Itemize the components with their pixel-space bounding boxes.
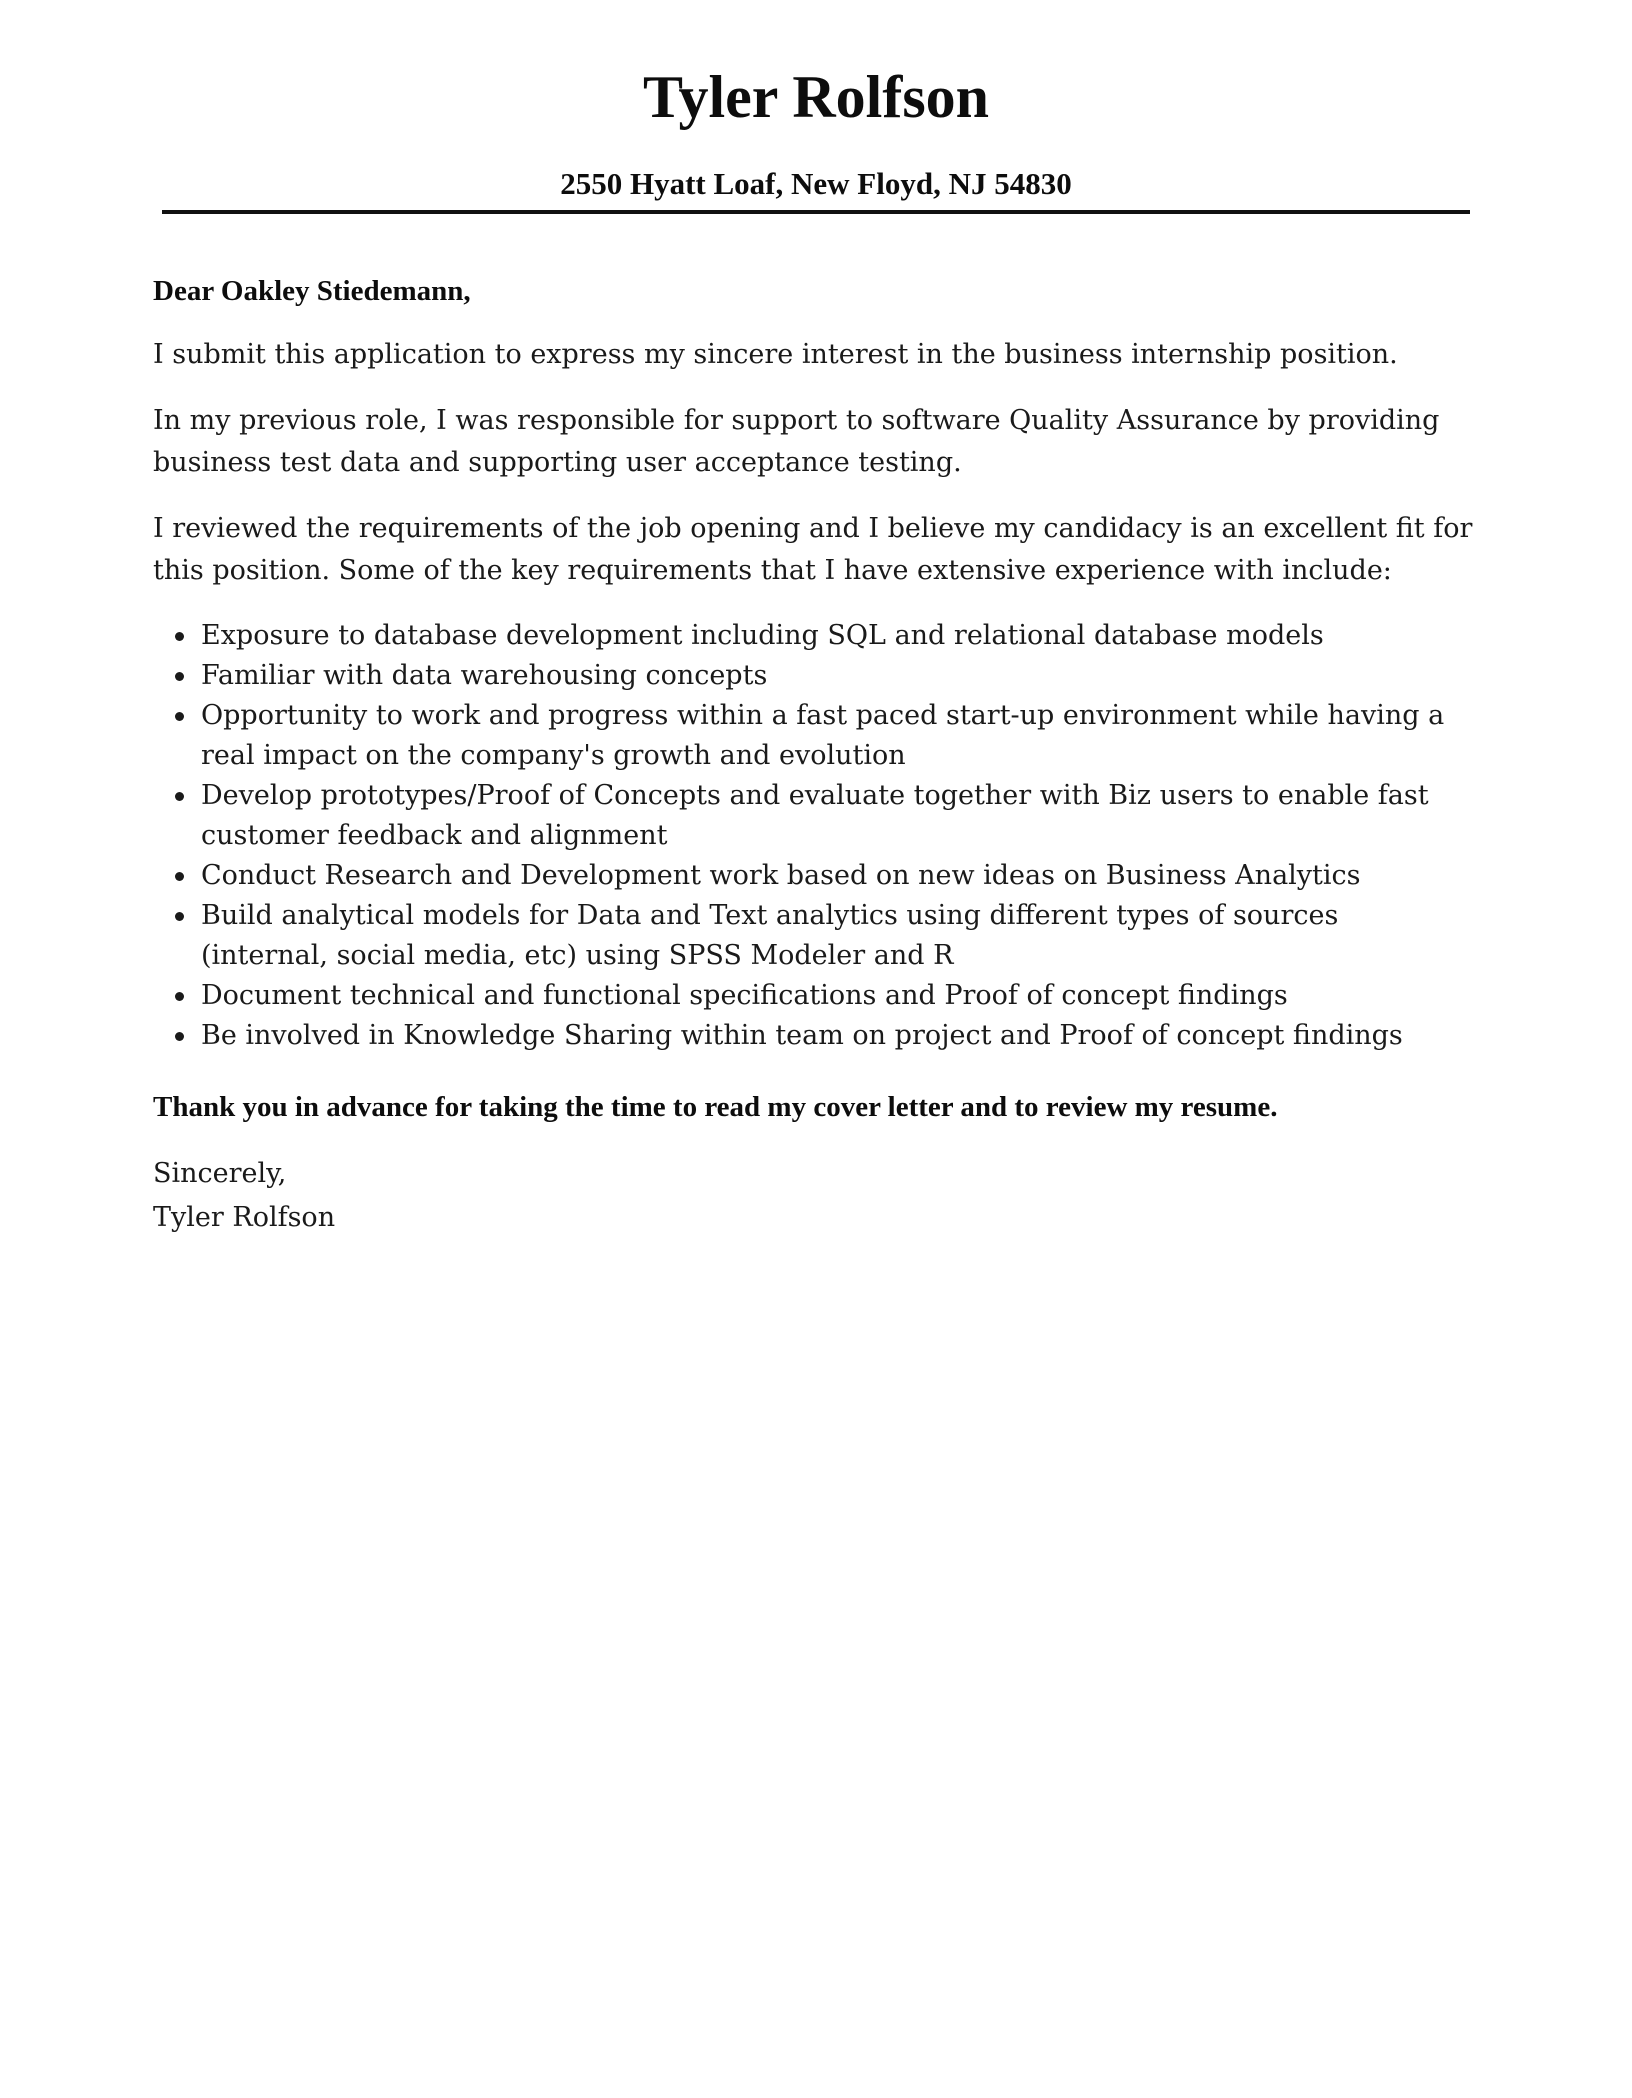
signature-name: Tyler Rolfson <box>153 1202 336 1233</box>
list-item <box>201 896 1473 976</box>
bullet-icon <box>175 872 184 881</box>
list-item <box>201 696 1473 776</box>
requirements-list <box>153 616 1473 1056</box>
list-item <box>201 776 1473 856</box>
list-item <box>201 856 1473 896</box>
bullet-icon <box>175 992 184 1001</box>
letter-header <box>162 52 1470 206</box>
list-item-text: Exposure to database development including SQL and relational database models <box>201 620 1324 651</box>
experience-paragraph: In my previous role, I was responsible for support to software Quality Assurance by providing business test data and supporting user acceptance testing. <box>153 405 1440 478</box>
list-item <box>201 976 1473 1016</box>
list-item <box>201 1016 1473 1056</box>
bullet-icon <box>175 672 184 681</box>
bullet-icon <box>175 912 184 921</box>
list-item <box>201 656 1473 696</box>
list-item-text: Be involved in Knowledge Sharing within team on project and Proof of concept findings <box>201 1020 1403 1051</box>
list-item-text: Familiar with data warehousing concepts <box>201 660 768 691</box>
intro-paragraph: I submit this application to express my sincere interest in the business internship position. <box>153 339 1398 370</box>
list-item <box>201 616 1473 656</box>
list-item-text: Build analytical models for Data and Text analytics using different types of sources (internal, social media, etc) using SPSS Modeler and R <box>201 900 1339 971</box>
list-item-text: Develop prototypes/Proof of Concepts and evaluate together with Biz users to enable fast customer feedback and alignment <box>201 780 1429 851</box>
requirements-intro-paragraph: I reviewed the requirements of the job opening and I believe my candidacy is an excellent fit for this position. Some of the key requirements that I have extensive experience with include: <box>153 513 1473 586</box>
bullet-icon <box>175 1032 184 1041</box>
bullet-icon <box>175 632 184 641</box>
applicant-address: 2550 Hyatt Loaf, New Floyd, NJ 54830 <box>560 166 1072 201</box>
bullet-icon <box>175 712 184 721</box>
list-item-text: Opportunity to work and progress within a fast paced start-up environment while having a real impact on the company's growth and evolution <box>201 700 1445 771</box>
signoff-block <box>153 1152 1473 1240</box>
salutation: Dear Oakley Stiedemann, <box>153 275 471 307</box>
closing-statement: Thank you in advance for taking the time to read my cover letter and to review my resume. <box>153 1091 1278 1123</box>
list-item-text: Document technical and functional specifications and Proof of concept findings <box>201 980 1288 1011</box>
signoff: Sincerely, <box>153 1158 287 1189</box>
list-item-text: Conduct Research and Development work based on new ideas on Business Analytics <box>201 860 1361 891</box>
bullet-icon <box>175 792 184 801</box>
letter-body <box>153 270 1473 1240</box>
applicant-name: Tyler Rolfson <box>642 64 990 130</box>
header-divider <box>162 210 1470 214</box>
